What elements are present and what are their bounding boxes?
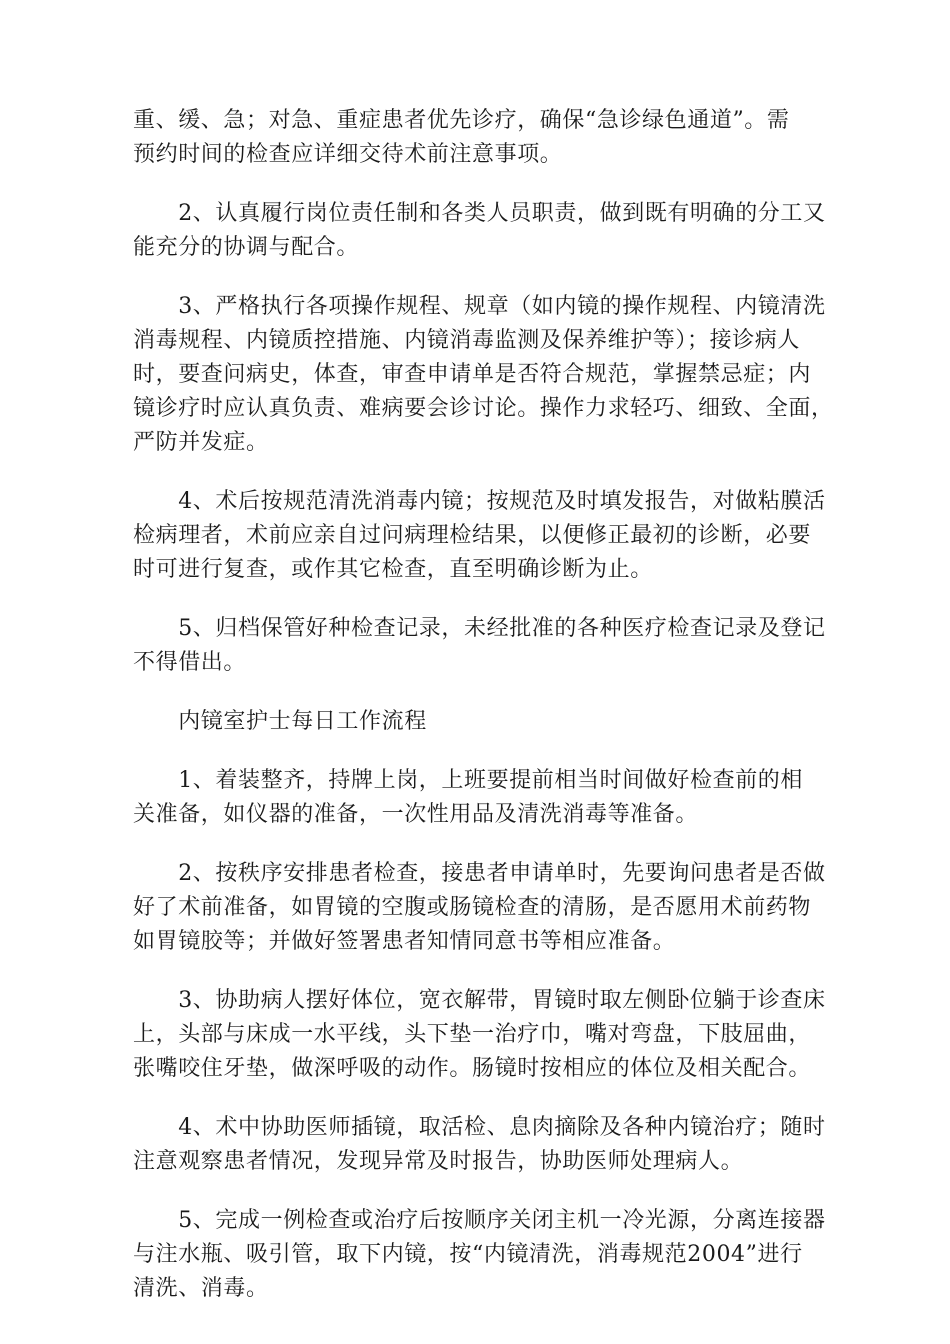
- text-line: 时，要查问病史，体查，审查申请单是否符合规范，掌握禁忌症；内: [133, 362, 812, 387]
- text-line: 4、术后按规范清洗消毒内镜；按规范及时填发报告，对做粘膜活: [133, 489, 826, 514]
- text-line: 关准备，如仪器的准备，一次性用品及清洗消毒等准备。: [133, 802, 699, 827]
- text-line: 4、术中协助医师插镜，取活检、息肉摘除及各种内镜治疗；随时: [133, 1115, 826, 1140]
- paragraph-item-3: [133, 290, 834, 460]
- text-line: 检病理者，术前应亲自过问病理检结果，以便修正最初的诊断，必要: [133, 523, 812, 548]
- text-line: 3、严格执行各项操作规程、规章（如内镜的操作规程、内镜清洗: [133, 294, 826, 319]
- text-line: 时可进行复查，或作其它检查，直至明确诊断为止。: [133, 557, 653, 582]
- paragraph-nurse-item-3: [133, 984, 826, 1086]
- text-line: 预约时间的检查应详细交待术前注意事项。: [133, 142, 563, 167]
- text-line: 2、认真履行岗位责任制和各类人员职责，做到既有明确的分工又: [133, 201, 826, 226]
- section-heading-nurse-workflow: [133, 705, 823, 739]
- section-heading-text: 内镜室护士每日工作流程: [133, 709, 427, 734]
- text-line: 严防并发症。: [133, 430, 269, 455]
- text-line: 2、按秩序安排患者检查，接患者申请单时，先要询问患者是否做: [133, 861, 826, 886]
- paragraph-priority-continued: [133, 104, 823, 172]
- document-body: [133, 104, 834, 1331]
- paragraph-item-2: [133, 197, 826, 265]
- text-line: 5、归档保管好种检查记录，未经批准的各种医疗检查记录及登记: [133, 616, 826, 641]
- text-line: 好了术前准备，如胃镜的空腹或肠镜检查的清肠，是否愿用术前药物: [133, 895, 812, 920]
- paragraph-nurse-item-1: [133, 764, 823, 832]
- paragraph-nurse-item-4: [133, 1111, 826, 1179]
- text-line: 3、协助病人摆好体位，宽衣解带，胃镜时取左侧卧位躺于诊查床: [133, 988, 826, 1013]
- text-line: 不得借出。: [133, 650, 247, 675]
- text-line: 上，头部与床成一水平线，头下垫一治疗巾，嘴对弯盘，下肢屈曲，: [133, 1022, 812, 1047]
- text-line: 重、缓、急；对急、重症患者优先诊疗，确保“急诊绿色通道”。需: [133, 108, 790, 133]
- paragraph-item-4: [133, 485, 826, 587]
- text-line: 5、完成一例检查或治疗后按顺序关闭主机一冷光源，分离连接器: [133, 1208, 826, 1233]
- paragraph-item-5: [133, 612, 826, 680]
- text-line: 镜诊疗时应认真负责、难病要会诊讨论。操作力求轻巧、细致、全面，: [133, 396, 834, 421]
- text-line: 清洗、消毒。: [133, 1276, 269, 1301]
- paragraph-nurse-item-5: [133, 1204, 826, 1306]
- text-line: 如胃镜胶等；并做好签署患者知情同意书等相应准备。: [133, 929, 676, 954]
- text-line: 能充分的协调与配合。: [133, 235, 360, 260]
- text-line: 注意观察患者情况，发现异常及时报告，协助医师处理病人。: [133, 1149, 744, 1174]
- text-line: 张嘴咬住牙垫，做深呼吸的动作。肠镜时按相应的体位及相关配合。: [133, 1056, 812, 1081]
- text-line: 消毒规程、内镜质控措施、内镜消毒监测及保养维护等）；接诊病人: [133, 328, 801, 353]
- text-line: 1、着装整齐，持牌上岗，上班要提前相当时间做好检查前的相: [133, 768, 803, 793]
- paragraph-nurse-item-2: [133, 857, 826, 959]
- text-line: 与注水瓶、吸引管，取下内镜，按“内镜清洗，消毒规范2004”进行: [133, 1242, 803, 1267]
